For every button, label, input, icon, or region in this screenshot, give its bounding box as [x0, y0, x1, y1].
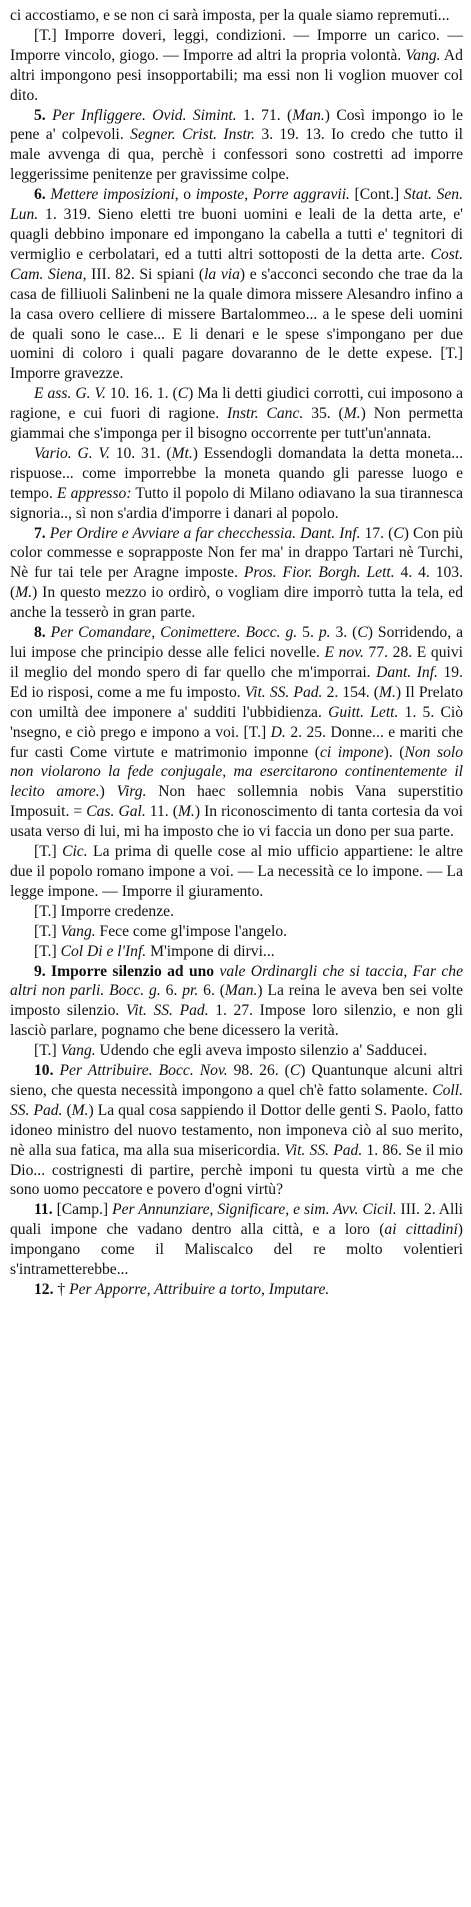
text-run: 17. (: [360, 524, 394, 542]
text-run: 1. 27. Impose loro silenzio, e non gli lasciò parlare, pognamo che bene dicessero la verità.: [10, 1002, 463, 1040]
text-run: La prima di quelle cose al mio ufficio appartiene: le altre due il popolo romano impone a voi. — La necessità ce lo impone. — La legge impone. — Imporre il giuramento.: [10, 843, 463, 900]
italic-text: Cost. Cam. Siena: [10, 245, 463, 283]
italic-text: Segner. Crist. Instr.: [130, 126, 256, 144]
text-run: Udendo che egli aveva imposto silenzio a' Sadducei.: [95, 1042, 428, 1060]
sense-number: 12.: [34, 1281, 58, 1298]
sense-number: 8.: [34, 624, 51, 642]
italic-text: Man.: [224, 982, 258, 1000]
entry-paragraph: [10, 185, 463, 384]
text-run: ) e s'acconci secondo che trae da la casa de filliuoli Salinbeni ne la quale dimora missere Alesandro infino a la casa overo celliere di missere Bartalommeo... a le spese deli uomini de quali sono le case... E li denari e le spese s'impongano per due uomini di coloro i quali pagare dovaranno de le dette expese. [T.] Imporre gravezze.: [10, 265, 463, 383]
italic-text: Per Apporre, Attribuire a torto, Imputare.: [69, 1281, 330, 1298]
text-run: 1. 71. (: [236, 106, 293, 124]
text-run: [T.]: [34, 922, 61, 940]
italic-text: pr.: [182, 982, 199, 1000]
sense-number: 6.: [34, 186, 51, 204]
sense-number: 7.: [34, 524, 50, 542]
italic-text: imposte: [195, 186, 245, 204]
italic-text: ci impone: [319, 743, 384, 761]
italic-text: Instr. Canc.: [226, 405, 304, 423]
sense-number: 5.: [34, 106, 53, 124]
italic-text: Coll. SS. Pad.: [10, 1081, 463, 1119]
entry-paragraph: [10, 444, 463, 524]
text-run: 6.: [160, 982, 183, 1000]
italic-text: M.: [177, 803, 195, 821]
text-run: [T.]: [34, 942, 61, 960]
text-run: 6. (: [198, 982, 225, 1000]
text-run: ,: [244, 186, 253, 204]
text-run: (: [62, 1101, 72, 1119]
italic-text: Mt.: [171, 444, 193, 462]
text-run: [T.]: [34, 1042, 61, 1060]
text-run: [T.] Imporre credenze.: [34, 902, 174, 920]
sense-number: 9.: [34, 962, 52, 980]
italic-text: Non solo non violarono la fede conjugale, ma esercitarono continentemente il lecito amore.: [10, 743, 463, 801]
text-run: [Camp.]: [56, 1201, 113, 1219]
text-run: ) Il Prelato con umiltà dee imponere a' sudditi l'ubbidienza.: [10, 683, 463, 721]
text-run: ) Così impongo io le pene a' colpevoli.: [10, 106, 464, 144]
text-run: †: [57, 1281, 70, 1298]
italic-text: Mettere imposizioni: [50, 186, 175, 204]
text-run: ) impongano come il Maliscalco del re molto volentieri s'intrametterebbe...: [10, 1221, 463, 1279]
text-run: ): [99, 783, 117, 801]
text-run: 2. 154. (: [322, 683, 379, 701]
text-run: 1. 5. Ciò 'nsegno, e ciò prego e impono a voi. [T.]: [10, 703, 464, 741]
italic-text: Dant. Inf.: [376, 663, 438, 681]
italic-text: Guitt. Lett.: [328, 703, 399, 721]
text-run: 4. 4. 103. (: [10, 564, 464, 602]
text-run: 98. 26. (: [227, 1062, 290, 1080]
text-run: ) La qual cosa sappiendo il Dottor delle genti S. Paolo, fatto idoneo ministro del nuovo testamento, non imponeva ciò al suo merito, nè alla sua fatica, ma alla sua misericordia.: [10, 1101, 464, 1159]
italic-text: Vit. SS. Pad.: [244, 683, 323, 701]
italic-text: Cic.: [62, 843, 88, 861]
italic-text: C: [289, 1062, 301, 1080]
italic-text: Porre aggravii.: [252, 186, 350, 204]
text-run: ) Quantunque alcuni altri sieno, che questa necessità impongono a quel ch'è fatto solamente.: [10, 1062, 464, 1099]
italic-text: D.: [270, 723, 286, 741]
text-run: ) Sorridendo, a lui impose che principio desse alle felici novelle.: [10, 624, 464, 661]
text-run: ) In riconoscimento di tanta cortesia da voi usata verso di lui, mi ha imposto che io vi faccia un dono per sua parte.: [10, 803, 464, 841]
text-run: 1. 86. Se il mio Dio... costrignesti di partire, perchè imponi tu questa virtù a me che sono uomo peccatore e povero d'ogni virtù?: [10, 1141, 463, 1199]
text-run: [T.]: [34, 843, 63, 861]
italic-text: Stat. Sen. Lun.: [10, 186, 463, 224]
entry-paragraph: [10, 842, 463, 902]
text-run: [Cont.]: [349, 186, 404, 204]
italic-text: ai cittadini: [384, 1221, 458, 1239]
text-run: ) La reina le aveva ben sei volte imposto silenzio.: [10, 982, 463, 1020]
text-run: 19. Ed io risposi, come a me fu imposto.: [10, 663, 464, 701]
italic-text: M.: [15, 584, 33, 602]
italic-text: C: [393, 524, 404, 542]
sense-number: Imporre silenzio ad uno: [51, 962, 215, 980]
italic-text: Per Infliggere. Ovid. Simint.: [52, 106, 237, 124]
text-run: , o: [174, 186, 196, 204]
text-run: 1. 319. Sieno eletti tre buoni uomini e leali de la detta arte, e' quagli debbino imponare ed impongano la cabella a tutti e' tegnitori di vermiglio e cerbolatari, ed a tutti altri sottoposti de la detta arte.: [10, 206, 463, 263]
italic-text: Vang.: [405, 46, 441, 64]
text-run: ) In questo mezzo io ordirò, o vogliam dire imporrò tutta la tela, ed anche la tesserò in gran parte.: [10, 584, 463, 622]
entry-paragraph: [10, 1200, 463, 1280]
sense-number: 11.: [34, 1201, 57, 1219]
text-run: ) Con più color commesse e soprapposte Non fer ma' in drappo Tartari nè Turchi, Nè fur tai tele per Aragne imposte.: [10, 524, 463, 582]
italic-text: Man.: [292, 106, 325, 124]
text-run: 77. 28. E quivi il meglio del mondo spero di far quello che m'imporrai.: [10, 644, 463, 681]
text-run: 35. (: [303, 405, 344, 423]
text-run: ) Essendogli domandata la detta moneta... rispuose... come imporrebbe la moneta quando gli paresse luogo e tempo.: [10, 444, 464, 502]
italic-text: Vario. G. V.: [34, 444, 110, 462]
text-run: M'impone di dirvi...: [146, 942, 275, 960]
italic-text: M.: [343, 405, 361, 423]
entry-paragraph: [10, 6, 463, 26]
text-run: 10. 31. (: [109, 444, 172, 462]
italic-text: Vit. SS. Pad.: [284, 1141, 363, 1159]
entry-paragraph: [10, 1041, 463, 1061]
sense-number: 10.: [34, 1062, 60, 1080]
text-run: 2. 25. Donne... e mariti che fur casti Come virtute e matrimonio imponne (: [10, 723, 463, 761]
italic-text: Per Annunziare, Significare, e sim. Avv. Cicil.: [112, 1201, 397, 1219]
italic-text: E appresso:: [56, 484, 132, 502]
italic-text: Virg.: [116, 783, 147, 801]
italic-text: E ass. G. V.: [34, 385, 106, 403]
text-run: ci accostiamo, e se non ci sarà imposta, per la quale siamo repremuti...: [10, 7, 450, 24]
italic-text: Vit. SS. Pad.: [125, 1002, 209, 1020]
italic-text: Vang.: [60, 922, 96, 940]
text-run: ) Ma li detti giudici corrotti, cui imposono a ragione, e cui fuori di ragione.: [10, 385, 463, 423]
entry-paragraph: [10, 26, 463, 106]
entry-paragraph: [10, 962, 463, 1042]
italic-text: Per Ordire e Avviare a far checchessia. Dant. Inf.: [49, 524, 361, 542]
entry-paragraph: [10, 1061, 463, 1200]
entry-paragraph: [10, 922, 463, 942]
text-run: [T.] Imporre doveri, leggi, condizioni. — Imporre un carico. — Imporre vincolo, giogo. — Imporre ad altri la propria volontà.: [10, 26, 463, 64]
text-run: Fece come gl'impose l'angelo.: [95, 922, 288, 940]
text-run: Non haec sollemnia nobis Vana superstitio Imposuit. =: [10, 783, 464, 821]
text-run: 10. 16. 1. (: [105, 385, 178, 403]
entry-paragraph: [10, 106, 463, 186]
italic-text: Vang.: [60, 1042, 96, 1060]
entry-paragraph: [10, 942, 463, 962]
text-run: III. 2. Alli quali impone che vadano dentro alla città, e a loro (: [10, 1201, 463, 1239]
italic-text: M.: [71, 1101, 89, 1119]
italic-text: la via: [204, 265, 240, 283]
italic-text: Col Di e l'Inf.: [60, 942, 147, 960]
text-run: 5.: [297, 624, 319, 642]
italic-text: Pros. Fior. Borgh. Lett.: [243, 564, 395, 582]
text-run: Ad altri impongono pesi insopportabili; ma essi non li voglion muover col dito.: [10, 46, 463, 104]
text-run: 11. (: [145, 803, 178, 821]
entry-paragraph: [10, 524, 463, 624]
text-run: 3. (: [330, 624, 358, 642]
entry-paragraph: [10, 384, 463, 444]
entry-paragraph: [10, 623, 463, 842]
italic-text: C: [357, 624, 368, 642]
italic-text: Per Comandare, Conimettere. Bocc. g.: [50, 624, 298, 642]
text-run: ) Non permetta giammai che s'imponga per il bisogno occorrente per tutt'un'annata.: [10, 405, 463, 443]
italic-text: vale Ordinargli che si taccia, Far che altri non parli. Bocc. g.: [10, 962, 464, 1000]
entry-paragraph: [10, 902, 463, 922]
italic-text: Per Attribuire. Bocc. Nov.: [59, 1062, 228, 1080]
text-run: Tutto il popolo di Milano odiavano la sua tirannesca signoria.., sì non s'ardia d'imporre i danari al popolo.: [10, 484, 463, 522]
text-run: ). (: [383, 743, 405, 761]
entry-paragraph: [10, 1280, 463, 1300]
italic-text: p.: [318, 624, 331, 642]
italic-text: E nov.: [324, 644, 364, 661]
italic-text: Cas. Gal.: [86, 803, 146, 821]
italic-text: M.: [378, 683, 396, 701]
text-run: , III. 82. Si spiani (: [82, 265, 205, 283]
text-run: 3. 19. 13. Io credo che tutto il male avvenga di qua, perchè i confessori sono costretti ad imporre leggerissime penitenze per gravissime colpe.: [10, 126, 464, 184]
italic-text: C: [177, 385, 189, 403]
